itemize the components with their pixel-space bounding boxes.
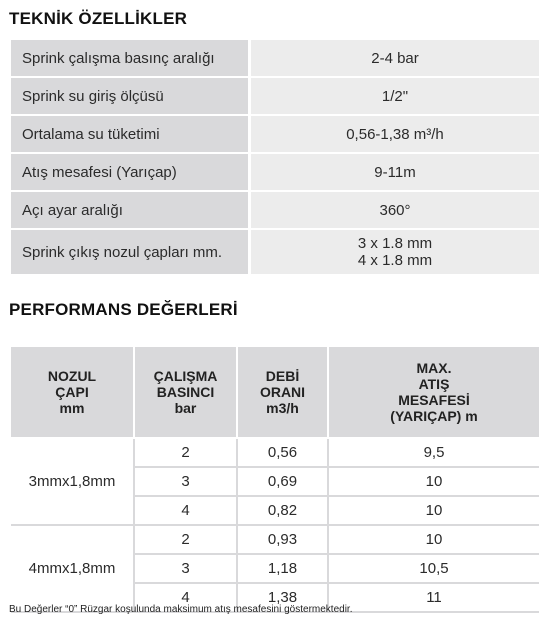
- spec-value: [251, 230, 539, 276]
- spec-label: Açı ayar aralığı: [11, 192, 251, 230]
- footnote: Bu Değerler “0” Rüzgar koşulunda maksimum atış mesafesini göstermektedir.: [9, 604, 353, 615]
- spec-label: Sprink su giriş ölçüsü: [11, 78, 251, 116]
- specs-row: [11, 40, 539, 78]
- distance-cell: 10,5: [419, 560, 449, 577]
- pressure-cell: 4: [135, 497, 238, 524]
- specs-row: [11, 192, 539, 230]
- spec-value: 1/2": [251, 78, 539, 116]
- nozzle-group: [11, 526, 539, 613]
- header-nozzle-diameter: NOZUL ÇAPI mm: [11, 347, 135, 439]
- flow-cell: 1,18: [238, 555, 329, 582]
- distance-cell: 10: [425, 502, 443, 519]
- distance-cell: 9,5: [423, 444, 445, 461]
- flow-cell: 1,38: [238, 584, 329, 611]
- flow-cell: 0,69: [238, 468, 329, 495]
- spec-label: Sprink çalışma basınç aralığı: [11, 40, 251, 78]
- specs-row: [11, 116, 539, 154]
- distance-cell: 10: [425, 473, 443, 490]
- pressure-cell: 2: [135, 439, 238, 466]
- specs-heading: TEKNİK ÖZELLİKLER: [9, 9, 188, 28]
- specs-row: [11, 154, 539, 192]
- header-working-pressure: ÇALIŞMA BASINCI bar: [135, 347, 238, 439]
- table-row: [135, 555, 539, 584]
- table-row: [135, 526, 539, 555]
- spec-label: Sprink çıkış nozul çapları mm.: [11, 230, 251, 276]
- spec-label: Ortalama su tüketimi: [11, 116, 251, 154]
- pressure-cell: 2: [135, 526, 238, 553]
- table-row: [135, 497, 539, 526]
- performance-heading: PERFORMANS DEĞERLERİ: [9, 300, 238, 319]
- pressure-cell: 3: [135, 468, 238, 495]
- group-rows: [135, 439, 539, 526]
- header-max-distance: MAX. ATIŞ MESAFESİ (YARIÇAP) m: [329, 347, 539, 439]
- performance-table: [11, 347, 539, 613]
- flow-cell: 0,56: [238, 439, 329, 466]
- distance-cell: 11: [426, 589, 442, 606]
- spec-value: 9-11m: [251, 154, 539, 192]
- spec-value: 2-4 bar: [251, 40, 539, 78]
- spec-value-line: 4 x 1.8 mm: [357, 252, 433, 269]
- flow-cell: 0,93: [238, 526, 329, 553]
- specs-row: [11, 230, 539, 276]
- distance-cell: 10: [425, 531, 443, 548]
- pressure-cell: 4: [135, 584, 238, 611]
- group-rows: [135, 526, 539, 613]
- flow-cell: 0,82: [238, 497, 329, 524]
- specs-row: [11, 78, 539, 116]
- table-row: [135, 439, 539, 468]
- nozzle-group: [11, 439, 539, 526]
- specs-table: [11, 40, 539, 276]
- table-row: [135, 468, 539, 497]
- nozzle-size: 3mmx1,8mm: [11, 439, 135, 526]
- nozzle-size: 4mmx1,8mm: [11, 526, 135, 613]
- header-flow-rate: DEBİ ORANI m3/h: [238, 347, 329, 439]
- spec-label: Atış mesafesi (Yarıçap): [11, 154, 251, 192]
- performance-header-row: [11, 347, 539, 439]
- spec-value-line: 3 x 1.8 mm: [357, 235, 433, 252]
- spec-value: 0,56-1,38 m³/h: [251, 116, 539, 154]
- spec-value: 360°: [251, 192, 539, 230]
- pressure-cell: 3: [135, 555, 238, 582]
